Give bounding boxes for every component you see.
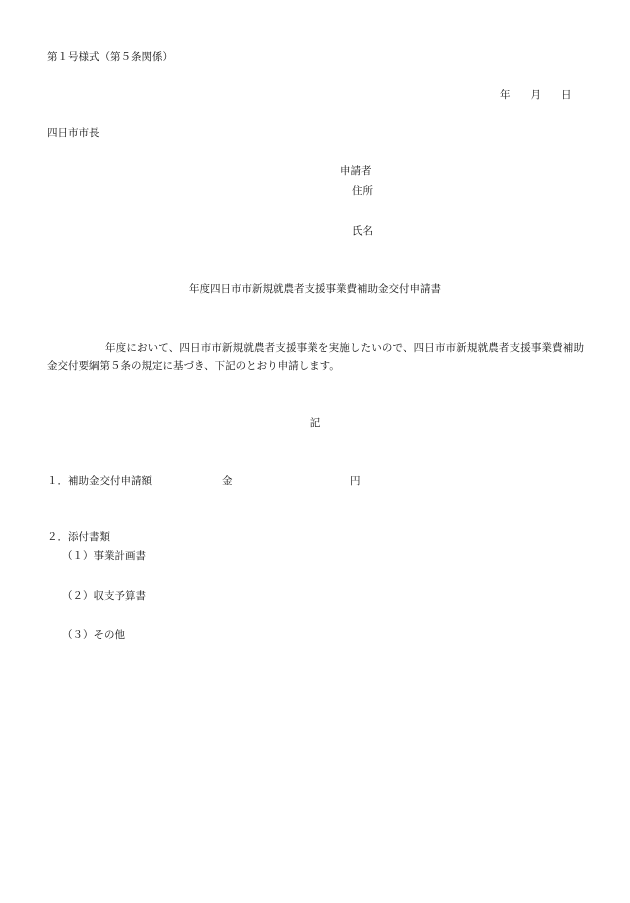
item-application-amount <box>47 474 361 488</box>
date-line <box>500 88 572 102</box>
attachment-business-plan: （１）事業計画書 <box>62 550 146 562</box>
addressee: 四日市市長 <box>47 127 100 139</box>
date-day: 日 <box>561 89 572 101</box>
name-label: 氏名 <box>352 225 373 237</box>
form-number: 第１号様式（第５条関係） <box>47 51 173 63</box>
attachment-budget: （２）収支予算書 <box>62 590 146 602</box>
applicant-label: 申請者 <box>340 165 372 177</box>
item-attachments: ２．添付書類 <box>47 531 110 543</box>
attachment-other: （３）その他 <box>62 629 125 641</box>
item1-label: １．補助金交付申請額 <box>47 475 152 487</box>
address-label: 住所 <box>352 185 373 197</box>
amount-prefix: 金 <box>222 475 233 487</box>
body-paragraph: 年度において、四日市市新規就農者支援事業を実施したいので、四日市市新規就農者支援事業費補助金交付要綱第５条の規定に基づき、下記のとおり申請します。 <box>47 342 584 372</box>
ki-heading: 記 <box>309 417 321 429</box>
document-title: 年度四日市市新規就農者支援事業費補助金交付申請書 <box>189 283 441 295</box>
date-month: 月 <box>530 89 541 101</box>
amount-suffix: 円 <box>350 475 361 487</box>
date-year: 年 <box>500 89 511 101</box>
